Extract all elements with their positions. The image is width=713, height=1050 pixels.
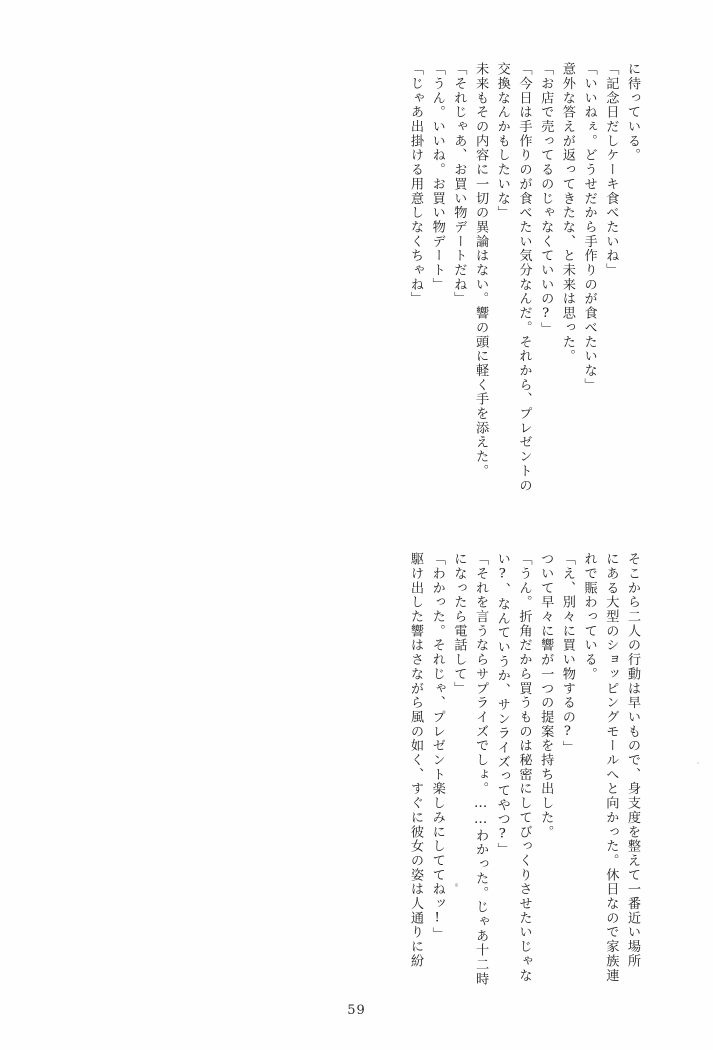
text-column: 交換なんかもしたいな」 bbox=[494, 62, 510, 220]
text-column: 駆け出した響はさながら風の如く、すぐに彼女の姿は人通りに紛 bbox=[407, 552, 423, 969]
text-column: い?、なんていうか、サンライズってやつ?」 bbox=[494, 552, 510, 857]
text-column: にある大型のショッピングモールへと向かった。休日なので家族連 bbox=[603, 552, 619, 983]
text-block-upper bbox=[400, 62, 639, 522]
scan-artifact bbox=[455, 883, 458, 887]
text-column: 「記念日だしケーキ食べたいね」 bbox=[603, 62, 619, 278]
text-column: 「え、別々に買い物するの?」 bbox=[559, 552, 575, 755]
text-column: 「うん。折角だから買うものは秘密にしてびっくりさせたいじゃな bbox=[516, 552, 532, 983]
text-column: 「じゃあ出掛ける用意しなくちゃね」 bbox=[407, 62, 423, 306]
text-column: 「今日は手作りのが食べたい気分なんだ。それから、プレゼントの bbox=[516, 62, 532, 493]
text-column: に待っている。 bbox=[625, 62, 640, 163]
text-block-lower bbox=[400, 552, 639, 992]
text-column: れで賑わっている。 bbox=[581, 552, 597, 682]
scan-artifact bbox=[697, 762, 699, 764]
text-column: 「お店で売ってるのじゃなくていいの?」 bbox=[538, 62, 554, 337]
text-column: になったら電話して」 bbox=[451, 552, 467, 696]
text-column: 「わかった。それじゃ、プレゼント楽しみにしててねッ!」 bbox=[429, 552, 445, 942]
text-column: 「いいねぇ。どうせだから手作りのが食べたいな」 bbox=[581, 62, 597, 393]
text-column: そこから二人の行動は早いもので、身支度を整えて一番近い場所 bbox=[625, 552, 640, 969]
page-number: 59 bbox=[347, 1003, 366, 1018]
text-column: 「うん。いいね。お買い物デート」 bbox=[429, 62, 445, 292]
text-column: 「それを言うならサプライズでしょ。……わかった。じゃあ十二時 bbox=[473, 552, 489, 987]
text-column: 意外な答えが返ってきたな、と未来は思った。 bbox=[559, 62, 575, 364]
text-column: 未来もその内容に一切の異論はない。響の頭に軽く手を添えた。 bbox=[473, 62, 489, 479]
text-column: 「それじゃあ、お買い物デートだね」 bbox=[451, 62, 467, 306]
text-column: ついて早々に響が一つの提案を持ち出した。 bbox=[538, 552, 554, 839]
